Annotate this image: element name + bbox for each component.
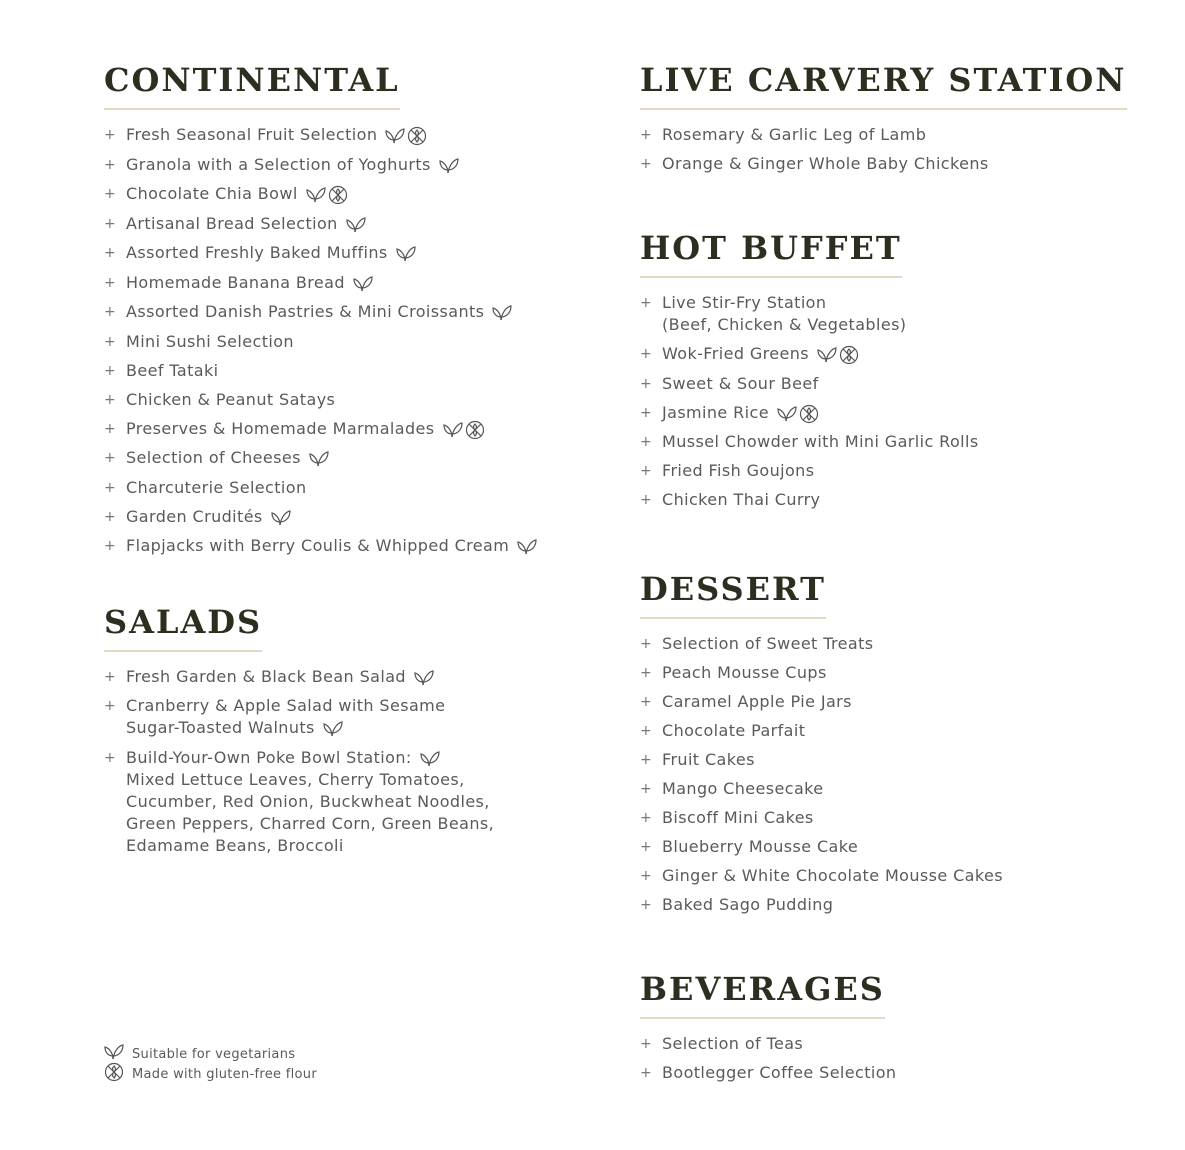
menu-item-label: Rosemary & Garlic Leg of Lamb [662,125,927,144]
menu-item-label: Fresh Garden & Black Bean Salad [126,666,406,686]
leaf-icon [815,345,837,364]
dietary-tags [412,666,434,688]
menu-item-label: Chicken Thai Curry [662,490,821,509]
dietary-tags [394,243,416,265]
dietary-tags [307,448,329,470]
section-title: SALADS [104,606,262,652]
bullet-plus: + [104,333,117,350]
menu-item-label: Build-Your-Own Poke Bowl Station: [126,747,412,767]
menu-item [104,272,574,295]
dietary-tags [321,718,343,740]
section-title: LIVE CARVERY STATION [640,64,1127,110]
menu-item-label: Mussel Chowder with Mini Garlic Rolls [662,432,979,451]
gluten-free-icon [837,345,859,364]
menu-item-label: Blueberry Mousse Cake [662,837,859,856]
bullet-plus: + [640,723,653,739]
bullet-plus: + [640,810,653,826]
bullet-plus: + [640,636,653,652]
bullet-plus: + [640,127,653,143]
section-continental [104,61,574,558]
legend [104,1044,317,1084]
menu-item [104,183,574,206]
menu-item [640,1033,896,1055]
bullet-plus: + [104,391,117,408]
menu-item-label: Bootlegger Coffee Selection [662,1063,897,1082]
legend-veg-label: Suitable for vegetarians [132,1046,296,1062]
menu-item-detail [662,314,979,336]
menu-item [104,154,574,177]
menu-item [640,431,979,453]
menu-item-label: Fruit Cakes [662,750,755,769]
right-column [640,61,1127,1082]
menu-item [104,301,574,324]
menu-item [104,389,574,411]
gluten-free-icon [104,1062,132,1086]
menu-item-label: Peach Mousse Cups [662,663,827,682]
menu-item-detail-text: Sugar-Toasted Walnuts [126,718,315,737]
menu-item-detail-text: Green Peppers, Charred Corn, Green Beans, [126,814,495,833]
section-title: CONTINENTAL [104,64,400,110]
gluten-free-icon [463,419,485,438]
menu-item [104,506,574,529]
bullet-plus: + [104,156,117,173]
dietary-tags [490,302,512,324]
menu-item-label: Assorted Danish Pastries & Mini Croissants [126,302,485,321]
gluten-free-icon [405,126,427,145]
bullet-plus: + [104,508,117,525]
bullet-plus: + [640,1036,653,1052]
bullet-plus: + [640,492,653,508]
bullet-plus: + [104,450,117,466]
menu-item [640,720,1003,742]
bullet-plus: + [640,694,653,710]
section-title: BEVERAGES [640,973,885,1019]
bullet-plus: + [104,215,117,232]
bullet-plus: + [104,479,117,496]
menu-item-label: Granola with a Selection of Yoghurts [126,154,431,174]
menu-item-detail [126,791,574,813]
menu-item [640,124,1110,146]
dietary-tags [418,747,440,769]
bullet-plus: + [640,1065,653,1081]
legend-row-veg [104,1044,317,1064]
menu-item [104,124,574,147]
bullet-plus: + [640,868,653,884]
menu-item-label: Artisanal Bread Selection [126,213,338,233]
menu-list [640,292,979,511]
bullet-plus: + [640,781,653,797]
menu-list [640,1033,896,1084]
menu-item-label: Orange & Ginger Whole Baby Chickens [662,154,989,173]
dietary-tags [441,418,485,440]
menu-item-label: Baked Sago Pudding [662,895,834,914]
bullet-plus: + [640,434,653,450]
menu-item-label: Charcuterie Selection [126,477,307,497]
menu-item-detail [126,717,574,740]
menu-item [640,153,1110,175]
menu-item-label: Jasmine Rice [662,402,769,422]
menu-item [640,489,979,511]
section-title: DESSERT [640,573,826,619]
leaf-icon [515,537,537,556]
section-salads [104,602,574,858]
dietary-tags [515,536,537,558]
leaf-icon [269,507,291,526]
menu-item-label: Live Stir-Fry Station [662,293,827,312]
bullet-plus: + [640,839,653,855]
leaf-icon [344,214,366,233]
menu-item-label: Garden Crudités [126,506,263,526]
menu-item [104,477,574,499]
leaf-icon [304,185,326,204]
menu-item [640,460,979,482]
menu-list [104,124,574,558]
leaf-icon [412,667,434,686]
bullet-plus: + [640,375,653,392]
dietary-tags [437,154,459,176]
leaf-icon [441,419,463,438]
menu-item [640,836,1003,858]
menu-item [104,360,574,382]
menu-item [640,1062,896,1084]
leaf-icon [775,403,797,422]
menu-item-label: Chicken & Peanut Satays [126,389,336,409]
menu-item [640,749,1003,771]
dietary-tags [815,344,859,366]
menu-item-detail [126,813,574,835]
dietary-tags [269,506,291,528]
section-title: HOT BUFFET [640,232,902,278]
menu-list [640,124,1110,175]
gluten-free-icon [797,403,819,422]
bullet-plus: + [640,897,653,913]
bullet-plus: + [104,668,117,685]
menu-item [104,747,574,858]
bullet-plus: + [104,698,117,714]
legend-row-gf [104,1064,317,1084]
menu-item [640,402,979,425]
bullet-plus: + [640,346,653,362]
menu-item-label: Beef Tataki [126,360,219,380]
section-hot-buffet [640,229,979,518]
dietary-tags [344,213,366,235]
leaf-icon [394,244,416,263]
menu-item-label: Mini Sushi Selection [126,331,294,351]
menu-item-detail-text: Edamame Beans, Broccoli [126,836,344,855]
menu-item [104,666,574,689]
bullet-plus: + [640,295,653,311]
dietary-tags [775,402,819,424]
bullet-plus: + [104,749,117,766]
menu-item-label: Ginger & White Chocolate Mousse Cakes [662,866,1003,885]
menu-item-label: Sweet & Sour Beef [662,373,819,393]
bullet-plus: + [640,463,653,479]
menu-item-label: Homemade Banana Bread [126,272,345,292]
menu-item-label: Selection of Cheeses [126,448,301,467]
bullet-plus: + [104,304,117,320]
menu-item-label: Assorted Freshly Baked Muffins [126,243,388,262]
menu-item [104,242,574,265]
bullet-plus: + [640,752,653,768]
menu-item-label: Wok-Fried Greens [662,344,810,363]
menu-item-label: Biscoff Mini Cakes [662,808,814,827]
bullet-plus: + [104,274,117,291]
leaf-icon [490,303,512,322]
bullet-plus: + [104,127,117,143]
menu-item-label: Preserves & Homemade Marmalades [126,418,435,438]
leaf-icon [321,719,343,738]
dietary-tags [383,125,427,147]
menu-item [640,662,1003,684]
menu-item [104,331,574,353]
bullet-plus: + [104,420,117,437]
menu-item [104,447,574,470]
left-column [104,61,574,864]
menu-item [104,695,574,740]
menu-item [104,213,574,236]
menu-item-detail-text: (Beef, Chicken & Vegetables) [662,315,907,334]
menu-item-detail [126,835,574,857]
menu-list [640,633,1003,916]
section-carvery [640,61,1127,175]
leaf-icon [351,273,373,292]
menu-item-label: Selection of Teas [662,1034,804,1053]
dietary-tags [351,272,373,294]
bullet-plus: + [640,156,653,172]
menu-item [640,343,979,366]
leaf-icon [437,155,459,174]
section-dessert [640,570,1003,923]
menu-item-detail-text: Mixed Lettuce Leaves, Cherry Tomatoes, [126,770,465,789]
menu-item-label: Chocolate Chia Bowl [126,184,298,203]
bullet-plus: + [104,186,117,202]
leaf-icon [307,449,329,468]
gluten-free-icon [326,185,348,204]
menu-item [640,894,1003,916]
menu-item-detail [126,769,574,791]
menu-item [640,778,1003,800]
bullet-plus: + [104,245,117,261]
bullet-plus: + [640,404,653,421]
menu-item-detail-text: Cucumber, Red Onion, Buckwheat Noodles, [126,792,490,811]
menu-item [640,373,979,395]
menu-item [104,418,574,441]
legend-gf-label: Made with gluten-free flour [132,1066,317,1082]
menu-list [104,666,574,858]
menu-item-label: Selection of Sweet Treats [662,634,874,653]
bullet-plus: + [640,665,653,681]
menu-item [640,807,1003,829]
bullet-plus: + [104,362,117,379]
bullet-plus: + [104,538,117,554]
menu-item-label: Flapjacks with Berry Coulis & Whipped Cream [126,536,510,555]
menu-item-label: Cranberry & Apple Salad with Sesame [126,696,446,715]
leaf-icon [383,126,405,145]
section-beverages [640,970,897,1091]
menu-item-label: Fresh Seasonal Fruit Selection [126,125,378,144]
menu-item [640,865,1003,887]
menu-item-label: Fried Fish Goujons [662,461,815,480]
menu-item [104,535,574,558]
menu-item-label: Caramel Apple Pie Jars [662,692,852,711]
menu-item [640,691,1003,713]
leaf-icon [418,748,440,767]
dietary-tags [304,184,348,206]
menu-item [640,292,979,336]
menu-item-label: Mango Cheesecake [662,779,824,798]
menu-item-label: Chocolate Parfait [662,721,806,740]
menu-item [640,633,1003,655]
